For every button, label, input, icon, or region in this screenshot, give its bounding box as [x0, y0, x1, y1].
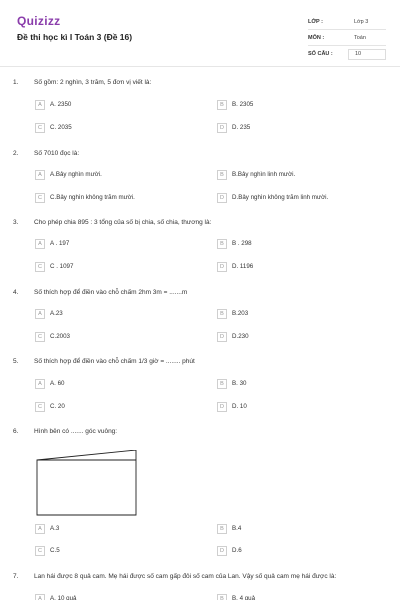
question-number: 2. — [13, 150, 19, 157]
option-text: D.230 — [232, 333, 249, 340]
option-letter: A — [35, 594, 45, 600]
option-text: A . 197 — [50, 240, 70, 247]
option-text: C. 2035 — [50, 124, 72, 131]
option-a[interactable] — [35, 378, 64, 389]
question-text: Lan hái được 8 quả cam. Mẹ hái được số cam gấp đôi số cam của Lan. Vậy số quả cam mẹ hái được là: — [34, 573, 337, 580]
option-text: C.2003 — [50, 333, 70, 340]
option-b[interactable] — [217, 523, 241, 534]
option-letter: B — [217, 379, 227, 389]
meta-value-grade: Lớp 3 — [354, 18, 369, 25]
option-d[interactable] — [217, 122, 250, 133]
option-letter: B — [217, 309, 227, 319]
option-c[interactable] — [35, 401, 65, 412]
option-c[interactable] — [35, 331, 70, 342]
option-text: A.3 — [50, 525, 60, 532]
option-letter: A — [35, 170, 45, 180]
option-text: D.Bảy nghìn không trăm linh mười. — [232, 194, 329, 201]
option-text: A. 60 — [50, 380, 65, 387]
meta-row-grade — [308, 14, 386, 30]
header-divider — [0, 66, 400, 67]
option-letter: A — [35, 309, 45, 319]
option-c[interactable] — [35, 122, 72, 133]
question-text: Số thích hợp để điền vào chỗ chấm 2hm 3m = .......m — [34, 289, 188, 296]
option-letter: C — [35, 262, 45, 272]
meta-row-question-count — [308, 46, 386, 62]
option-text: C.Bảy nghìn không trăm mười. — [50, 194, 135, 201]
option-a[interactable] — [35, 593, 77, 600]
worksheet-header — [0, 0, 400, 70]
option-letter: A — [35, 239, 45, 249]
option-letter: D — [217, 546, 227, 556]
option-d[interactable] — [217, 401, 247, 412]
question-number: 6. — [13, 428, 19, 435]
option-a[interactable] — [35, 99, 71, 110]
meta-info-panel — [308, 14, 386, 62]
option-letter: A — [35, 379, 45, 389]
option-letter: B — [217, 594, 227, 600]
option-letter: D — [217, 193, 227, 203]
right-angle-figure — [36, 450, 140, 516]
meta-key-subject: MÔN : — [308, 34, 325, 41]
option-text: B . 298 — [232, 240, 252, 247]
option-text: C.5 — [50, 547, 60, 554]
question-text: Cho phép chia 895 : 3 tổng của số bị chia, số chia, thương là: — [34, 219, 212, 226]
option-letter: A — [35, 524, 45, 534]
option-b[interactable] — [217, 169, 295, 180]
option-text: B.4 — [232, 525, 242, 532]
option-letter: B — [217, 524, 227, 534]
option-c[interactable] — [35, 192, 135, 203]
option-text: A. 2350 — [50, 101, 72, 108]
option-text: D. 235 — [232, 124, 251, 131]
option-text: C . 1097 — [50, 263, 74, 270]
meta-key-question-count: SỐ CÂU : — [308, 51, 333, 57]
option-a[interactable] — [35, 523, 59, 534]
option-text: C. 20 — [50, 403, 65, 410]
meta-value-question-count: 10 — [348, 49, 386, 60]
option-text: B. 2305 — [232, 101, 254, 108]
option-letter: C — [35, 193, 45, 203]
option-letter: B — [217, 170, 227, 180]
question-number: 4. — [13, 289, 19, 296]
question-text: Hình bên có ....... góc vuông: — [34, 428, 118, 435]
option-text: D.6 — [232, 547, 242, 554]
option-a[interactable] — [35, 169, 102, 180]
option-d[interactable] — [217, 545, 242, 556]
option-c[interactable] — [35, 545, 60, 556]
option-text: D. 10 — [232, 403, 247, 410]
worksheet-title: Đề thi học kì I Toán 3 (Đề 16) — [17, 32, 133, 42]
option-a[interactable] — [35, 238, 69, 249]
question-number: 3. — [13, 219, 19, 226]
option-a[interactable] — [35, 308, 63, 319]
option-letter: B — [217, 100, 227, 110]
option-b[interactable] — [217, 378, 246, 389]
option-letter: B — [217, 239, 227, 249]
option-text: A. 10 quả — [50, 595, 77, 600]
option-letter: C — [35, 402, 45, 412]
option-d[interactable] — [217, 192, 328, 203]
option-letter: D — [217, 402, 227, 412]
option-text: B.Bảy nghìn linh mười. — [232, 171, 296, 178]
option-b[interactable] — [217, 99, 253, 110]
question-text: Số 7010 đọc là: — [34, 150, 80, 157]
option-letter: C — [35, 332, 45, 342]
question-text: Số thích hợp để điền vào chỗ chấm 1/3 giờ = ........ phút — [34, 358, 195, 365]
option-letter: C — [35, 546, 45, 556]
option-text: B. 30 — [232, 380, 247, 387]
question-text: Số gồm: 2 nghìn, 3 trăm, 5 đơn vị viết là: — [34, 79, 152, 86]
option-b[interactable] — [217, 238, 252, 249]
option-text: A.23 — [50, 310, 63, 317]
meta-key-grade: LỚP : — [308, 18, 323, 25]
meta-row-subject — [308, 30, 386, 46]
option-letter: A — [35, 100, 45, 110]
option-text: A.Bảy nghìn mười. — [50, 171, 102, 178]
option-text: B.203 — [232, 310, 249, 317]
option-letter: C — [35, 123, 45, 133]
option-letter: D — [217, 123, 227, 133]
option-c[interactable] — [35, 261, 73, 272]
option-d[interactable] — [217, 331, 249, 342]
quizizz-logo[interactable]: Quizizz — [17, 14, 61, 28]
option-letter: D — [217, 262, 227, 272]
option-d[interactable] — [217, 261, 253, 272]
option-text: D. 1196 — [232, 263, 254, 270]
meta-value-subject: Toán — [354, 34, 366, 41]
option-text: B. 4 quả — [232, 595, 256, 600]
question-number: 1. — [13, 79, 19, 86]
option-letter: D — [217, 332, 227, 342]
option-b[interactable] — [217, 308, 248, 319]
question-number: 7. — [13, 573, 19, 580]
question-number: 5. — [13, 358, 19, 365]
figure-outline — [37, 450, 136, 515]
option-b[interactable] — [217, 593, 255, 600]
